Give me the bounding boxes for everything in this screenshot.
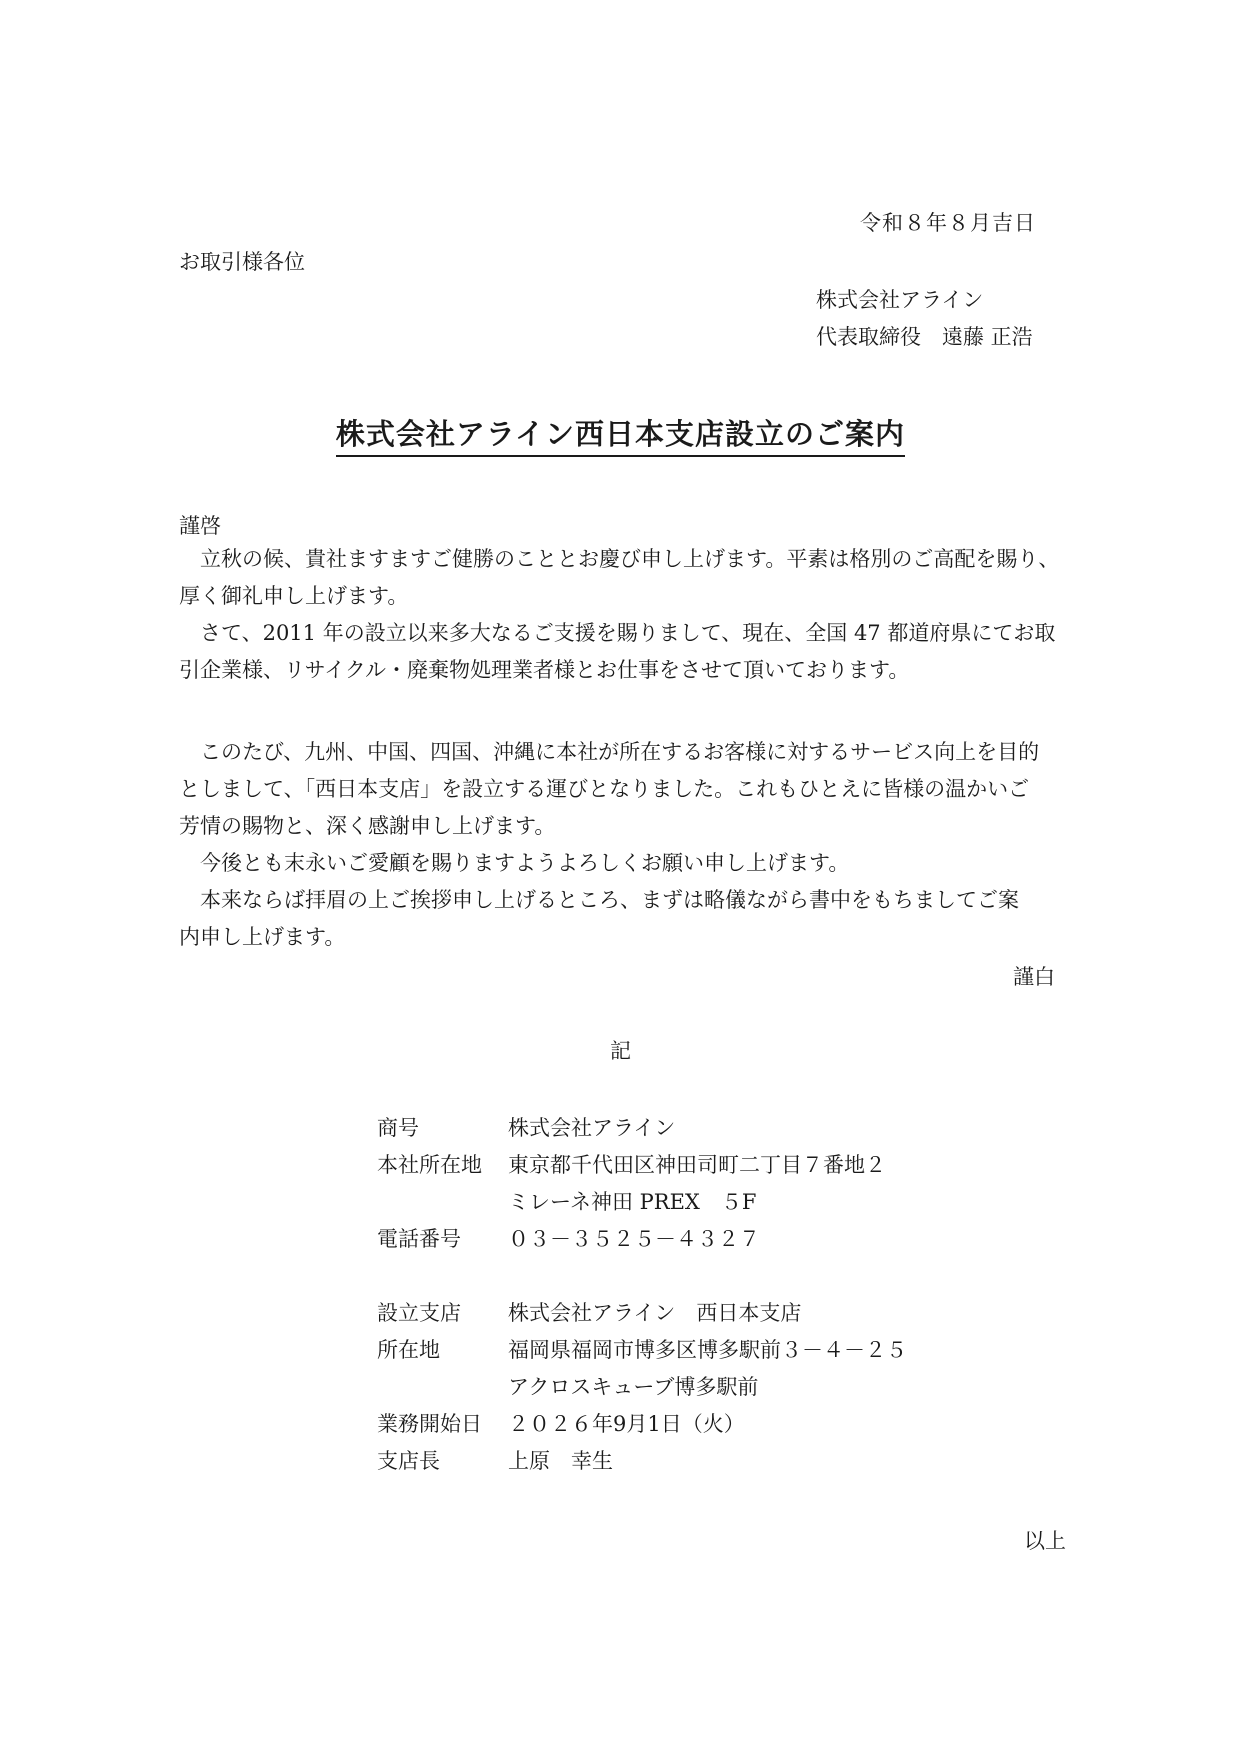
detail-value: ０３－３５２５－４３２７	[508, 1227, 760, 1251]
detail-value: 株式会社アライン 西日本支店	[508, 1301, 802, 1325]
detail-label: 電話番号	[377, 1227, 461, 1251]
detail-value: ２０２６年9月1日（火）	[508, 1412, 745, 1436]
recipient: お取引様各位	[179, 250, 305, 274]
document-title-wrapper	[0, 417, 1241, 451]
sender-company: 株式会社アライン	[816, 288, 984, 312]
body-paragraph-2-block	[179, 734, 1079, 956]
detail-label: 商号	[377, 1116, 419, 1140]
salutation: 謹啓	[179, 514, 221, 538]
detail-row-phone	[377, 1221, 907, 1258]
detail-row-hq-address	[377, 1147, 907, 1184]
record-heading: 記	[610, 1039, 631, 1063]
closing-word: 謹白	[1013, 965, 1055, 989]
detail-label: 本社所在地	[377, 1153, 482, 1177]
detail-row-branch-address-2	[377, 1369, 907, 1406]
detail-row-start-date	[377, 1406, 907, 1443]
detail-value: 福岡県福岡市博多区博多駅前３－４－２５	[508, 1338, 907, 1362]
detail-label-empty	[377, 1184, 508, 1221]
body-paragraph-2: このたび、九州、中国、四国、沖縄に本社が所在するお客様に対するサービス向上を目的 としまして、「西日本支店」を設立する運びとなりました。これもひとえに皆様の温かいご 芳情の賜物と、深く感謝申し上げます。 今後とも末永いご愛顧を賜りますようよろしくお願い申し上げます。 本来ならば拝眉の上ご挨拶申し上げるところ、まずは略儀ながら書中をもちましてご案 内申し上げます。	[179, 740, 1040, 949]
detail-spacer	[377, 1258, 907, 1295]
detail-label: 設立支店	[377, 1301, 461, 1325]
detail-value: アクロスキューブ博多駅前	[508, 1375, 759, 1399]
detail-row-trade-name	[377, 1110, 907, 1147]
detail-value: 上原 幸生	[508, 1449, 613, 1473]
detail-value: 東京都千代田区神田司町二丁目７番地２	[508, 1153, 886, 1177]
end-mark: 以上	[1024, 1529, 1066, 1553]
detail-value: ミレーネ神田 PREX ５F	[508, 1190, 757, 1214]
detail-row-manager	[377, 1443, 907, 1480]
detail-label: 支店長	[377, 1449, 440, 1473]
detail-row-hq-address-2	[377, 1184, 907, 1221]
document-date: 令和８年８月吉日	[860, 211, 1036, 235]
detail-value: 株式会社アライン	[508, 1116, 676, 1140]
body-paragraph-1-block	[179, 541, 1079, 689]
detail-label: 業務開始日	[377, 1412, 482, 1436]
sender-representative: 代表取締役 遠藤 正浩	[816, 325, 1033, 349]
details-list	[377, 1110, 907, 1480]
document-title: 株式会社アライン西日本支店設立のご案内	[336, 417, 905, 457]
detail-row-branch-address	[377, 1332, 907, 1369]
body-paragraph-1: 立秋の候、貴社ますますご健勝のこととお慶び申し上げます。平素は格別のご高配を賜り、 厚く御礼申し上げます。 さて、2011 年の設立以来多大なるご支援を賜りまして、現在、全国 47 都道府県にてお取 引企業様、リサイクル・廃棄物処理業者様とお仕事をさせて頂いております。	[179, 547, 1060, 682]
detail-row-branch	[377, 1295, 907, 1332]
detail-label-empty	[377, 1369, 508, 1406]
detail-label: 所在地	[377, 1338, 440, 1362]
